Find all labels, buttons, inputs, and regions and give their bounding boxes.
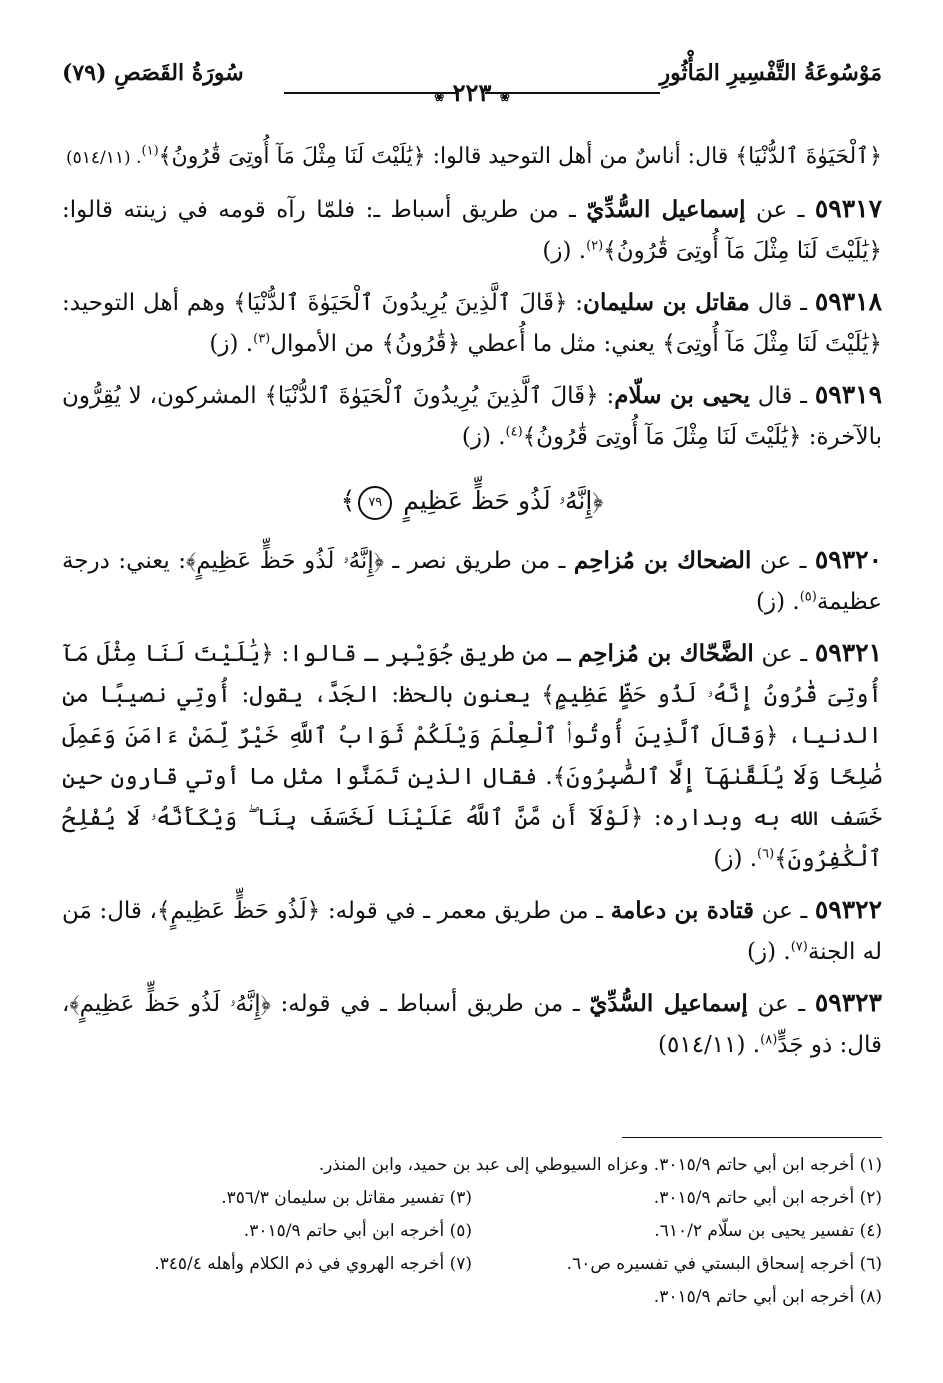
footnote-5: (٥) أخرجه ابن أبي حاتم ٣٠١٥/٩.	[243, 1221, 472, 1241]
narration-connector: ـ قال	[749, 290, 815, 316]
narration-tail: . (ز)	[756, 589, 800, 615]
footnote-marker: (١)	[141, 143, 159, 159]
narration-tail: . (ز)	[747, 939, 791, 965]
footnote-marker: (٨)	[760, 1032, 778, 1048]
footnote-7: (٧) أخرجه الهروي في ذم الكلام وأهله ٣٤٥/٤.	[154, 1254, 472, 1274]
footnote-3: (٣) تفسير مقاتل بن سليمان ٣٥٦/٣.	[221, 1188, 472, 1208]
narration-text: ـ من طريق معمر ـ في قوله: ﴿لَذُو حَظٍّ عَظِيمٍ﴾، قال: مَن له الجنة	[62, 898, 882, 965]
narration-text: : ﴿قَالَ ٱلَّذِينَ يُرِيدُونَ ٱلْحَيَوٰةَ ٱلدُّنْيَا﴾ المشركون، لا يُقِرُّون بالآخرة: ﴿يَٰلَيْتَ لَنَا مِثْلَ مَآ أُوتِىَ قَٰرُونُ﴾	[62, 383, 882, 450]
narration-number: ٥٩٣٢١	[814, 638, 883, 667]
narration-paragraph	[62, 539, 882, 623]
footnote-marker: (٢)	[586, 238, 604, 254]
narration-paragraph	[62, 188, 882, 272]
narration-number: ٥٩٣١٨	[814, 287, 883, 316]
narrator-name: الضَّحّاك بن مُزاحِم	[578, 640, 754, 667]
narration-text: ـ من طريق أسباط ـ في قوله: ﴿إِنَّهُۥ لَذُو حَظٍّ عَظِيمٍ﴾، قال: ذو جَدٍّ	[62, 991, 882, 1058]
narrator-name: يحيى بن سلّام	[614, 382, 750, 409]
narrator-name: إسماعيل السُّدِّيّ	[589, 990, 748, 1017]
footnote-6: (٦) أخرجه إسحاق البستي في تفسيره ص٦٠.	[566, 1254, 882, 1274]
narration-paragraph	[62, 889, 882, 973]
footnote-4: (٤) تفسير يحيى بن سلّام ٦١٠/٢.	[654, 1221, 882, 1241]
ornament-icon: ❀	[499, 90, 510, 104]
footnote-marker: (٣)	[253, 331, 271, 347]
narration-connector: ـ عن	[751, 548, 815, 574]
narration-paragraph	[62, 281, 882, 365]
verse-close-bracket: ﴾	[340, 486, 356, 515]
narration-number: ٥٩٣١٧	[814, 194, 882, 223]
narration-text: : ﴿قَالَ ٱلَّذِينَ يُرِيدُونَ ٱلْحَيَوٰةَ ٱلدُّنْيَا﴾ وهم أهل التوحيد: ﴿يَٰلَيْتَ لَنَا مِثْلَ مَآ أُوتِىَ﴾ يعني: مثل ما أُعطي ﴿قَٰرُونُ﴾ من الأموال	[62, 290, 882, 357]
verse-number-medallion: ٧٩	[358, 486, 392, 520]
narration-paragraph	[62, 632, 882, 880]
page-number-bar	[62, 78, 882, 107]
narration-paragraph	[62, 982, 882, 1066]
page-header	[62, 52, 882, 106]
verse-text: ﴿إِنَّهُۥ لَذُو حَظٍّ عَظِيمٍ	[403, 486, 604, 515]
footnotes	[62, 1149, 882, 1314]
narration-connector: ـ عن	[745, 197, 815, 223]
verse-heading	[62, 480, 882, 521]
narration-tail: . (ز)	[461, 424, 506, 450]
book-page	[62, 52, 882, 1352]
paragraph-text: قَٰرُونُ﴾	[158, 144, 221, 169]
ornament-icon: ❀	[434, 90, 445, 104]
narrator-name: إسماعيل السُّدِّيّ	[586, 196, 746, 223]
narration-paragraph	[62, 374, 882, 458]
footnote-marker: (٦)	[757, 846, 775, 862]
narration-text: ـ من طريق أسباط ـ: فلمّا رآه قومه في زينته قالوا: ﴿يَٰلَيْتَ لَنَا مِثْلَ مَآ أُوتِىَ قَٰرُونُ﴾	[62, 197, 882, 264]
paragraph-continuation	[62, 136, 882, 179]
narration-connector: ـ عن	[753, 641, 815, 667]
footnote-marker: (٤)	[505, 424, 523, 440]
narrator-name: قتادة بن دعامة	[610, 897, 755, 924]
footnote-marker: (٧)	[790, 939, 808, 955]
footnote-separator	[622, 1137, 882, 1138]
page-number-value: ٢٢٣	[452, 78, 492, 107]
narration-text: ـ من طريق جُوَيْبِر ـ قالوا: ﴿يَٰلَيْتَ لَنَا مِثْلَ مَآ أُوتِىَ قَٰرُونُ إِنَّهُۥ لَذُو حَظٍّ عَظِيمٍ﴾ يعنون بالحظ: الجَدَّ، يقول: أُوتِي نصيبًا من الدنيا، ﴿وَقَالَ ٱلَّذِينَ أُوتُوا۟ ٱلْعِلْمَ وَيْلَكُمْ ثَوَابُ ٱللَّهِ خَيْرٌ لِّمَنْ ءَامَنَ وَعَمِلَ صَٰلِحًا وَلَا يُلَقَّىٰهَآ إِلَّا ٱلصَّٰبِرُونَ﴾. فقال الذين تَمَنَّوا مثل ما أوتي قارون حين خَسَف الله به وبداره: ﴿لَوْلَآ أَن مَّنَّ ٱللَّهُ عَلَيْنَا لَخَسَفَ بِنَا ۖ وَيْكَأَنَّهُۥ لَا يُفْلِحُ ٱلْكَٰفِرُونَ﴾	[62, 641, 882, 872]
narration-connector: ـ عن	[754, 898, 815, 924]
main-text	[62, 136, 882, 1075]
footnote-1: (١) أخرجه ابن أبي حاتم ٣٠١٥/٩. وعزاه السيوطي إلى عبد بن حميد، وابن المنذر.	[318, 1155, 882, 1175]
narration-tail: . (ز)	[713, 846, 758, 872]
footnote-2: (٢) أخرجه ابن أبي حاتم ٣٠١٥/٩.	[653, 1188, 882, 1208]
narration-tail: . (٥١٤/١١)	[658, 1032, 761, 1058]
narration-text: ـ من طريق نصر ـ ﴿إِنَّهُۥ لَذُو حَظٍّ عَظِيمٍ﴾: يعني: درجة عظيمة	[62, 548, 882, 615]
surah-title: سُورَةُ القَصَصِ (٧٩)	[62, 60, 244, 86]
footnote-marker: (٥)	[799, 589, 817, 605]
narration-tail: . (ز)	[542, 238, 587, 264]
cross-reference: . (٥١٤/١١)	[66, 148, 142, 168]
narration-number: ٥٩٣١٩	[814, 380, 883, 409]
narration-connector: ـ قال	[749, 383, 815, 409]
page-number	[407, 78, 537, 107]
narrator-name: مقاتل بن سليمان	[583, 289, 750, 316]
narrator-name: الضحاك بن مُزاحِم	[573, 547, 752, 574]
paragraph-text: ﴿ٱلْحَيَوٰةَ ٱلدُّنْيَا﴾ قال: أناسٌ من أهل التوحيد قالوا: ﴿يَٰلَيْتَ لَنَا مِثْلَ مَآ أُوتِىَ	[228, 144, 882, 169]
narration-connector: ـ عن	[747, 991, 815, 1017]
narration-number: ٥٩٣٢٣	[814, 988, 882, 1017]
narration-tail: . (ز)	[209, 331, 254, 357]
narration-number: ٥٩٣٢٠	[814, 545, 882, 574]
footnote-8: (٨) أخرجه ابن أبي حاتم ٣٠١٥/٩.	[653, 1287, 882, 1307]
series-title: مَوْسُوعَةُ التَّفْسِيرِ المَأْثُورِ	[659, 60, 882, 86]
narration-number: ٥٩٣٢٢	[814, 895, 882, 924]
